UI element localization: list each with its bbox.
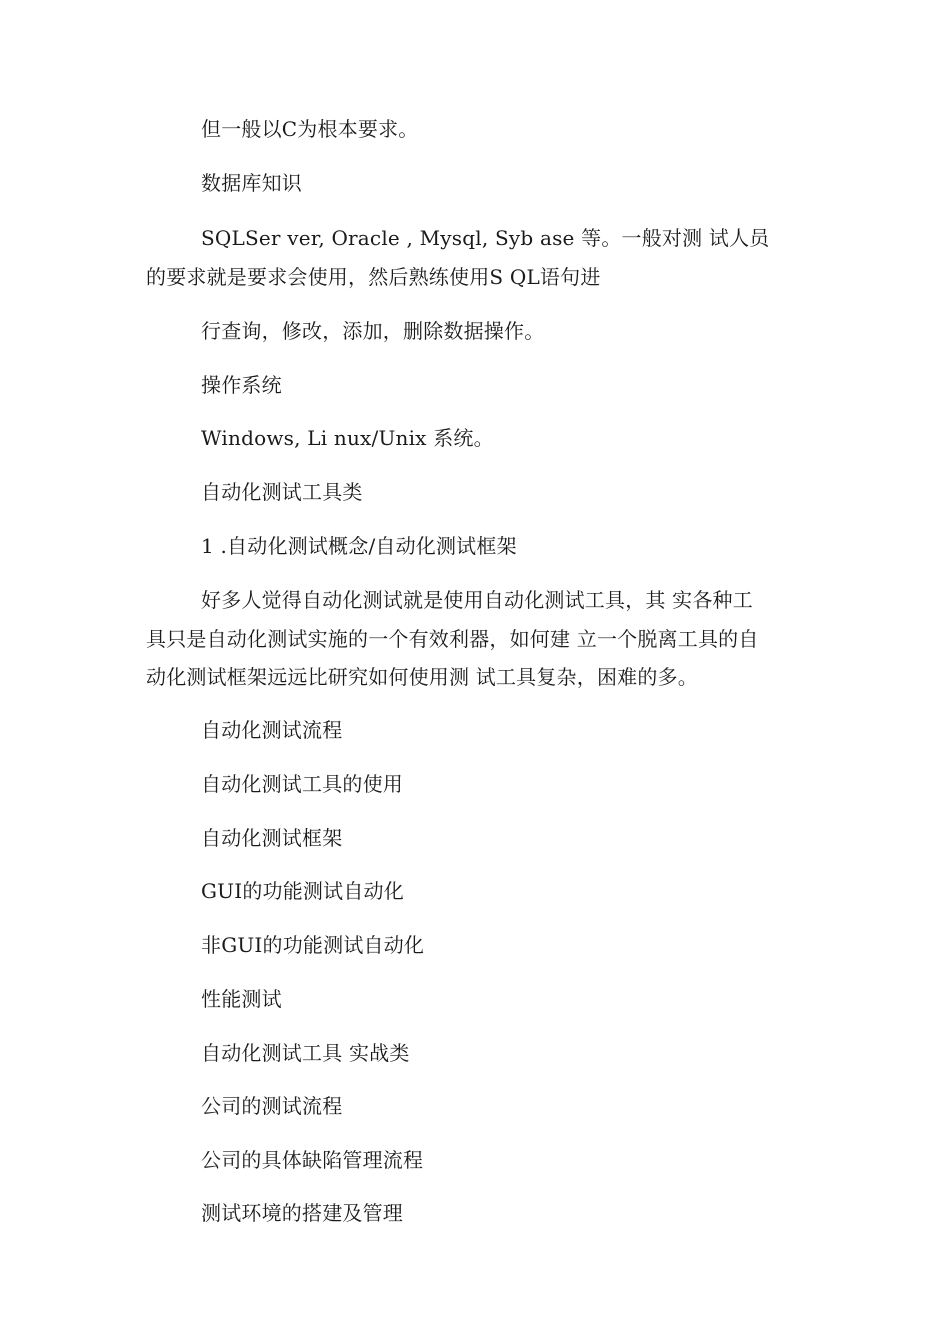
list-item-automation-tool-usage: 自动化测试工具的使用 (201, 772, 403, 796)
heading-database-knowledge: 数据库知识 (201, 171, 302, 195)
list-item-automation-concept: 1 .自动化测试概念/自动化测试框架 (201, 534, 517, 558)
paragraph-automation-line3: 动化测试框架远远比研究如何使用测 试工具复杂，困难的多。 (146, 665, 698, 689)
paragraph-os-list: Windows, Li nux/Unix 系统。 (201, 426, 494, 450)
list-item-gui-automation: GUI的功能测试自动化 (201, 879, 404, 903)
list-item-non-gui-automation: 非GUI的功能测试自动化 (201, 933, 425, 957)
paragraph-c-requirement: 但一般以C为根本要求。 (201, 117, 419, 141)
paragraph-automation-line1: 好多人觉得自动化测试就是使用自动化测试工具，其 实各种工 (201, 588, 753, 612)
list-item-test-environment: 测试环境的搭建及管理 (201, 1201, 403, 1225)
list-item-automation-process: 自动化测试流程 (201, 718, 343, 742)
list-item-company-test-process: 公司的测试流程 (201, 1094, 343, 1118)
list-item-automation-framework: 自动化测试框架 (201, 826, 343, 850)
paragraph-database-list: SQLSer ver, Oracle , Mysql, Syb ase 等。一般对测 试人员 (201, 226, 770, 250)
heading-operating-system: 操作系统 (201, 373, 282, 397)
heading-automation-tools: 自动化测试工具类 (201, 480, 363, 504)
list-item-performance-testing: 性能测试 (201, 987, 282, 1011)
heading-automation-practice: 自动化测试工具 实战类 (201, 1041, 410, 1065)
paragraph-database-operations: 行查询，修改，添加，删除数据操作。 (201, 319, 545, 343)
paragraph-database-continued: 的要求就是要求会使用，然后熟练使用S QL语句进 (146, 265, 601, 289)
paragraph-automation-line2: 具只是自动化测试实施的一个有效利器，如何建 立一个脱离工具的自 (146, 627, 759, 651)
list-item-defect-management: 公司的具体缺陷管理流程 (201, 1148, 424, 1172)
